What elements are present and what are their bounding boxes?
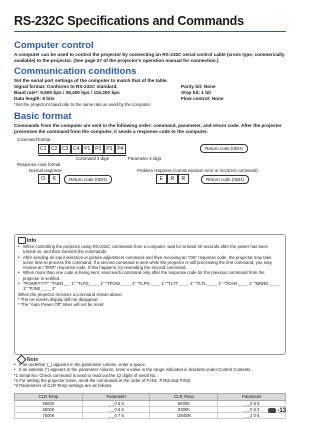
parameter-cell-p1: P1 [82,144,93,154]
section-tab-icon [268,408,276,413]
parameter-cell-p2: P2 [93,144,104,154]
communication-row-left: Data length: 8 bits [14,96,55,101]
ok-return-code-box: Return code (0DH) [64,175,112,184]
note-line: *3 Parameters of CLR Temp settings are as follows. [14,383,113,389]
response-err-r2: R [178,174,189,184]
info-bullet: • "POWR????" "TABN _ _ 1" "TLPS _ _ _ 1" "TPOW _ _ _ 1" "TLPN _ _ _ 1" "TLTT _ _ _ 1" "TLTL _ _ _ 1" "TNAM _ _ _ 1" "MNRD _ _ _ 1" "PJN0 _ _ _ 1" [18,281,281,292]
table-header: Parameter [218,394,286,401]
communication-row-right: Parity bit: None [181,84,216,89]
basic-format-text: Commands from the computer are sent in the following order: command, parameter, and return code. After the projector processes the command from the computer, it sends a response code to the computer. [14,123,282,134]
table-cell: 9300K [150,406,218,412]
table-cell: 8500K [150,400,218,406]
parameter-4digit-label: Parameter 4-digit [128,156,161,161]
table-cell: _ _0 6 5 [83,406,150,412]
note-line: *1 Serial No. Check command is used to read out the 12 digits of serial No.. [14,372,158,378]
note-title: Note [18,356,38,363]
response-code-format-label: Response code format [17,162,61,167]
info-list [18,244,281,308]
table-cell: 10500K [150,412,218,418]
clr-temp-table [14,393,286,419]
command-4digit-label: Command 4-digit [76,156,109,161]
table-cell: _ _0 8 5 [218,400,286,406]
table-cell: _ _1 0 5 [218,412,286,418]
info-line: * The on-screen display will not disappear. [18,296,99,302]
note-bullet: • If an underbar (_) appears in the parameter column, enter a space. [14,362,286,367]
response-err-e: E [156,174,167,184]
note-list [14,362,286,388]
info-line: * The "Auto Power Off" timer will not be reset. [18,302,105,308]
table-cell: _ _0 9 3 [218,406,286,412]
command-cell-c1: C1 [38,144,49,154]
info-bullet: • When more than one code is being sent, send each command only after the response code for the previous command from the projector is verified. [18,270,281,281]
communication-intro: Set the serial port settings of the computer to match that of the table. [14,78,168,83]
response-ok-o: O [38,174,49,184]
info-icon [18,237,26,244]
note-bullet: • If an asterisk (*) appears in the parameter column, enter a value in the range indicated in brackets under Control Contents. [14,367,286,372]
command-cell-c3: C3 [60,144,71,154]
table-header: CLR Temp [15,394,83,401]
err-return-code-box: Return code (0DH) [201,175,249,184]
computer-control-text: A computer can be used to control the projector by connecting an RS-232C serial control cable (cross type, commercially available) to the projector. (See page 27 of the projector's operation manual for connection.) [14,52,285,63]
note-line: *2 For setting the projector name, send the commands in the order of PJN1, PJN2 and PJN3. [14,377,192,383]
communication-row-right: Flow control: None [181,96,224,101]
parameter-cell-p4: P4 [115,144,126,154]
communication-row-right: Stop bit: 1 bit [181,90,211,95]
response-err-r1: R [167,174,178,184]
info-line: When the projector receives a command shown above: [18,291,123,297]
computer-control-heading: Computer control [14,40,94,51]
command-cell-c2: C2 [49,144,60,154]
command-format-label: Command format [17,137,51,142]
info-bullet: • After sending an input selection or picture adjustment command and then receiving an "OK" response code, the projector may take some time to process the command. If a second command is sent while the projector is still processing the first command, you may receive an "ERR" response code. If this happens, try resending the second command. [18,255,281,271]
communication-heading: Communication conditions [14,66,137,77]
basic-format-heading: Basic format [14,111,72,122]
parameter-cell-p3: P3 [104,144,115,154]
info-bullet: • When controlling the projector using RS-232C commands from a computer, wait for at least 40 seconds after the power has been turned on, and then transmit the commands. [18,244,281,255]
page-title: RS-232C Specifications and Commands [14,14,244,28]
table-cell: 5500K [15,400,83,406]
normal-response-label: Normal response [29,168,62,173]
page-number: -13 [268,408,286,414]
title-divider [14,31,286,32]
communication-row [14,90,286,96]
table-header: Parameter [83,394,150,401]
table-row [15,412,286,418]
communication-row [14,84,286,90]
problem-response-label: Problem response (communication error or incorrect command) [137,168,258,173]
return-code-box: Return code (0DH) [200,144,248,153]
table-header: CLR Temp [150,394,218,401]
table-cell: _ _0 7 5 [83,412,150,418]
table-cell: 6500K [15,406,83,412]
table-cell: 7500K [15,412,83,418]
command-cell-c4: C4 [71,144,82,154]
communication-row [14,96,286,102]
communication-row-left: Baud rate*: 9,600 bps / 38,400 bps / 115,200 bps [14,90,120,95]
table-cell: _ _0 5 5 [83,400,150,406]
communication-row-left: Signal format: Conforms to RS-232C standard. [14,84,118,89]
communication-footnote: *Set the projector's baud rate to the same rate as used by the computer. [14,102,151,107]
response-ok-k: K [49,174,60,184]
info-title: Info [18,237,36,244]
